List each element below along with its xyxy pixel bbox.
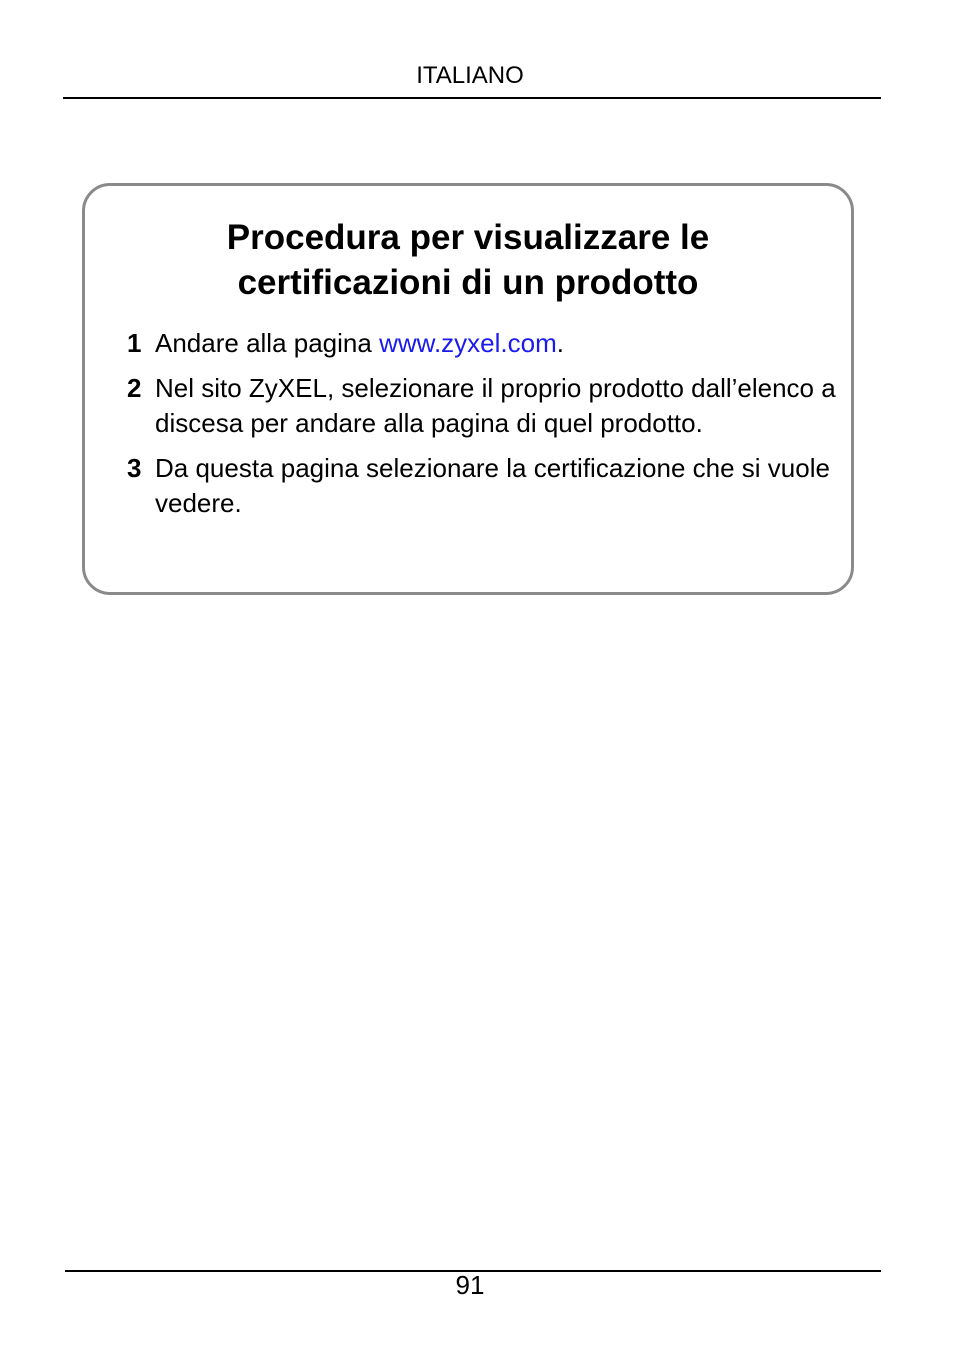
- steps-list: [127, 326, 847, 531]
- step-number: 3: [127, 453, 142, 483]
- step-1: [127, 326, 847, 361]
- box-title-line-1: Procedura per visualizzare le: [226, 218, 710, 257]
- page-number: 91: [455, 1270, 485, 1300]
- zyxel-website-link[interactable]: www.zyxel.com: [379, 328, 557, 358]
- box-title-line-2: certificazioni di un prodotto: [237, 263, 699, 302]
- step-text: Andare alla pagina: [155, 328, 380, 358]
- box-title: [85, 215, 851, 305]
- step-number: 1: [127, 328, 142, 358]
- section-header: ITALIANO: [416, 62, 524, 89]
- certification-procedure-box: [82, 183, 854, 595]
- step-number: 2: [127, 373, 142, 403]
- step-2: [127, 371, 847, 441]
- step-3: [127, 451, 847, 521]
- step-text: Da questa pagina selezionare la certificazione che si vuole vedere.: [155, 453, 830, 518]
- step-text: Nel sito ZyXEL, selezionare il proprio prodotto dall’elenco a discesa per andare alla pagina di quel prodotto.: [155, 373, 836, 438]
- header-divider: [63, 97, 881, 99]
- step-text-end: .: [556, 328, 564, 358]
